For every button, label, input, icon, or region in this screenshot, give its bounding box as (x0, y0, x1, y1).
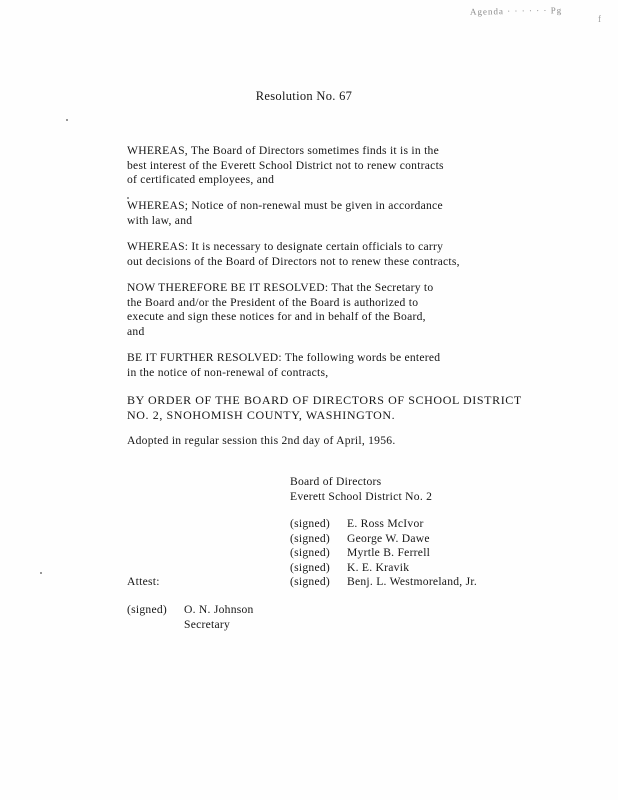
adopted-paragraph (127, 434, 395, 449)
signature-row (290, 517, 477, 532)
signed-tag: (signed) (290, 517, 330, 530)
paragraph-line: with law, and (127, 213, 193, 227)
by-order-paragraph (127, 393, 522, 422)
signature-row (127, 603, 254, 618)
signed-tag: (signed) (290, 531, 330, 545)
signature-row (290, 575, 477, 590)
signature-row (127, 618, 254, 633)
paragraph-line: of certificated employees, and (127, 173, 275, 186)
scan-speck (66, 119, 68, 121)
signatory-name: George W. Dawe (347, 531, 430, 545)
paragraph-line: best interest of the Everett School District not to renew contracts (127, 158, 444, 172)
paragraph-line: the Board and/or the President of the Board is authorized to (127, 295, 419, 309)
signature-row (290, 561, 477, 576)
paragraph-line: and (127, 324, 145, 338)
paragraph-line: WHEREAS; Notice of non-renewal must be given in accordance (127, 199, 443, 212)
whereas-paragraph-3 (127, 240, 460, 269)
signatory-name: Myrtle B. Ferrell (347, 546, 431, 559)
signed-tag: (signed) (290, 546, 330, 559)
attest-label: Attest: (127, 575, 160, 588)
paragraph-line: NO. 2, SNOHOMISH COUNTY, WASHINGTON. (127, 407, 396, 422)
resolution-title: Resolution No. 67 (255, 89, 353, 103)
paragraph-line: NOW THEREFORE BE IT RESOLVED: That the Secretary to (127, 281, 434, 294)
corner-handwritten-note: Agenda · · · · · · Pg (469, 5, 563, 17)
paragraph-line: execute and sign these notices for and in behalf of the Board, (127, 310, 426, 323)
signed-tag: (signed) (127, 603, 167, 616)
signed-tag: (signed) (290, 560, 330, 574)
attest-signature (127, 603, 254, 632)
now-therefore-paragraph (127, 281, 433, 339)
scan-speck (40, 572, 42, 574)
board-heading (290, 475, 432, 504)
signed-tag: (signed) (290, 575, 330, 588)
district-name: Everett School District No. 2 (290, 489, 433, 503)
paragraph-line: BY ORDER OF THE BOARD OF DIRECTORS OF SCHOOL DISTRICT (127, 393, 522, 407)
signature-row (290, 532, 477, 547)
paragraph-line: Adopted in regular session this 2nd day of April, 1956. (127, 434, 396, 447)
signature-row (290, 546, 477, 561)
signatory-name: E. Ross McIvor (347, 517, 424, 530)
paragraph-line: WHEREAS: It is necessary to designate certain officials to carry (127, 240, 444, 253)
whereas-paragraph-2 (127, 199, 443, 228)
paragraph-line: in the notice of non-renewal of contracts, (127, 365, 329, 379)
signatory-name: Benj. L. Westmoreland, Jr. (347, 575, 477, 588)
further-resolved-paragraph (127, 351, 440, 380)
board-name: Board of Directors (290, 475, 382, 488)
signatory-name: K. E. Kravik (347, 560, 410, 574)
paragraph-line: out decisions of the Board of Directors not to renew these contracts, (127, 254, 460, 268)
signatory-name: O. N. Johnson (184, 603, 254, 616)
signatory-role: Secretary (184, 617, 231, 631)
corner-page-mark: f (598, 14, 601, 24)
whereas-paragraph-1 (127, 144, 444, 188)
paragraph-line: BE IT FURTHER RESOLVED: The following words be entered (127, 351, 441, 364)
paragraph-line: WHEREAS, The Board of Directors sometimes finds it is in the (127, 144, 439, 157)
board-signatures (290, 517, 477, 590)
